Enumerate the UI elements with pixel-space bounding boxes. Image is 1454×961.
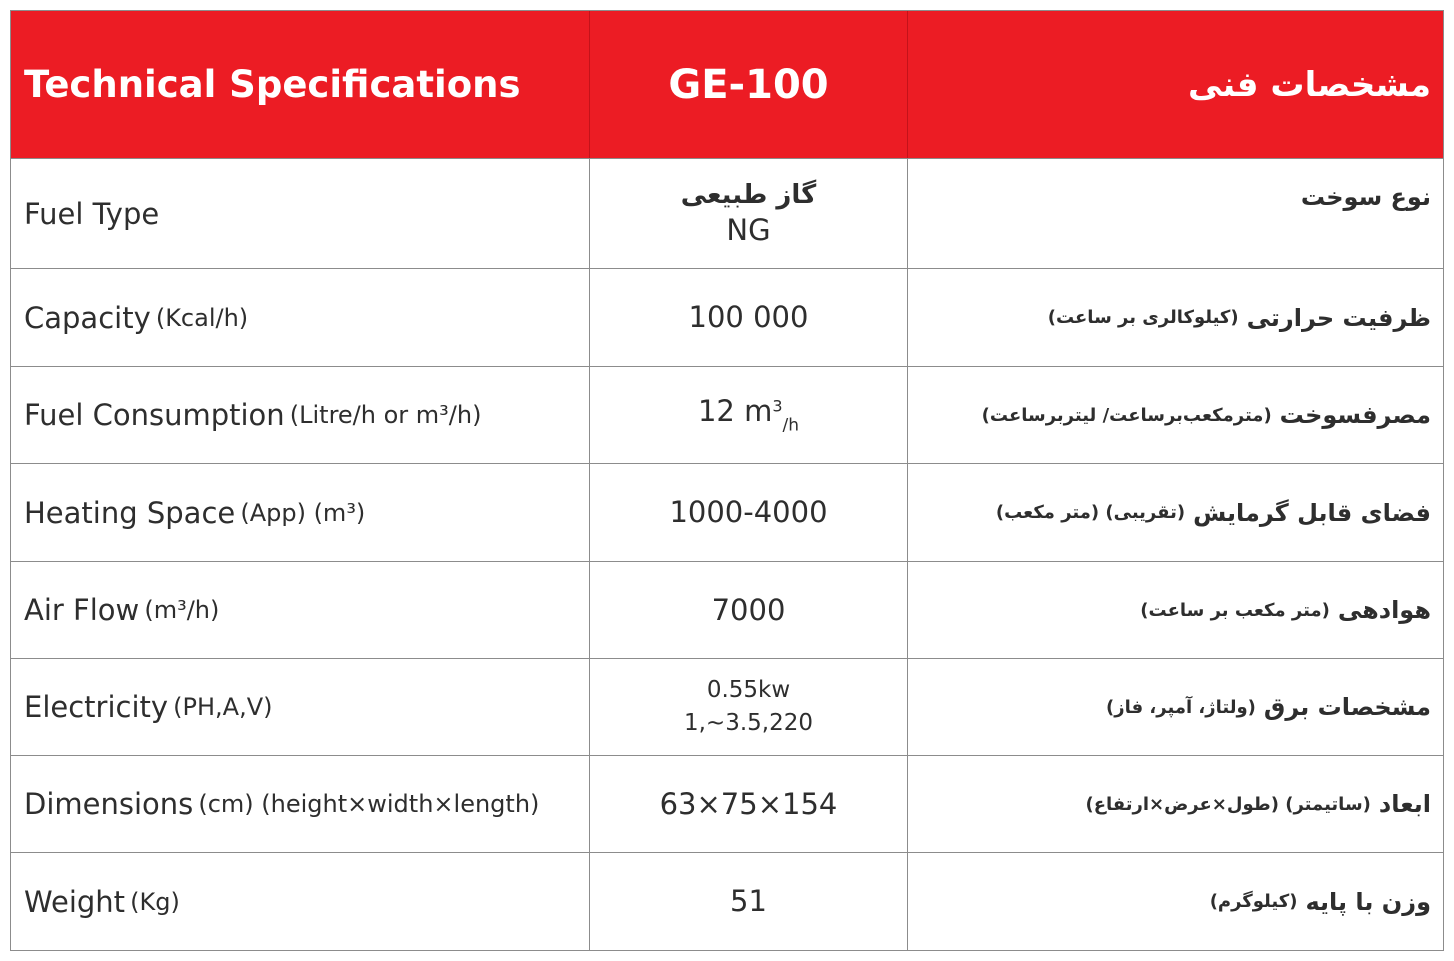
dimensions-unit: (cm) (height×width×length) <box>198 790 540 818</box>
spec-table <box>10 10 1444 951</box>
table-row-fuel-consumption <box>11 366 1443 463</box>
dimensions-label: Dimensions <box>24 787 194 821</box>
dimensions-unit-fa: (ساتیمتر) (طول×عرض×ارتفاع) <box>1085 793 1371 815</box>
air-flow-unit: (m³/h) <box>144 596 220 624</box>
electricity-label: Electricity <box>24 690 169 724</box>
header-persian-specs: مشخصات فنی <box>1188 64 1431 105</box>
fuel-consumption-value: 12 $m^3_{/h}$ <box>697 394 800 436</box>
table-row-air-flow <box>11 561 1443 658</box>
dimensions-label-fa: ابعاد <box>1378 790 1431 818</box>
header-technical-specifications: Technical Specifications <box>24 63 521 106</box>
heating-space-unit-fa: (تقریبی) (متر مکعب) <box>995 502 1186 523</box>
capacity-unit: (Kcal/h) <box>155 303 249 332</box>
fuel-consumption-unit: (Litre/h or m³/h) <box>289 401 482 429</box>
heating-space-label: Heating Space <box>24 495 236 530</box>
heating-space-label-fa: فضای قابل گرمایش <box>1193 498 1431 527</box>
heating-space-unit: (App) (m³) <box>240 498 366 527</box>
weight-label-fa: وزن با پایه <box>1305 887 1431 916</box>
weight-value: 51 <box>730 884 767 919</box>
air-flow-unit-fa: (متر مکعب بر ساعت) <box>1140 599 1330 621</box>
capacity-value: 100 000 <box>688 300 809 335</box>
table-row-capacity <box>11 268 1443 366</box>
dimensions-value: 63×75×154 <box>659 786 838 821</box>
fuel-type-label-fa: نوع سوخت <box>1300 183 1431 211</box>
fuel-type-value-en: NG <box>726 212 771 247</box>
weight-label: Weight <box>24 884 126 919</box>
weight-unit-fa: (کیلوگرم) <box>1209 891 1298 912</box>
heating-space-value: 1000-4000 <box>669 495 828 530</box>
capacity-unit-fa: (کیلوکالری بر ساعت) <box>1047 307 1239 328</box>
electricity-unit-fa: (ولتاژ، آمپر، فاز) <box>1106 696 1256 718</box>
table-row-electricity <box>11 658 1443 755</box>
header-model: GE-100 <box>589 11 908 158</box>
fuel-type-label: Fuel Type <box>24 196 160 231</box>
capacity-label-fa: ظرفیت حرارتی <box>1246 303 1431 332</box>
table-row-heating-space <box>11 463 1443 561</box>
table-header <box>11 11 1443 158</box>
table-row-dimensions <box>11 755 1443 852</box>
electricity-label-fa: مشخصات برق <box>1263 693 1431 721</box>
electricity-phase-value: 1,~3.5,220 <box>683 710 813 736</box>
air-flow-value: 7000 <box>711 592 786 627</box>
capacity-label: Capacity <box>24 300 151 335</box>
air-flow-label: Air Flow <box>24 593 140 627</box>
electricity-unit: (PH,A,V) <box>173 693 273 721</box>
air-flow-label-fa: هوادهی <box>1337 596 1431 624</box>
electricity-power-value: 0.55kw <box>706 676 791 703</box>
fuel-type-value-fa: گاز طبیعی <box>680 180 817 211</box>
fuel-consumption-label: Fuel Consumption <box>24 398 285 432</box>
weight-unit: (Kg) <box>130 887 180 916</box>
table-row-fuel-type <box>11 158 1443 268</box>
fuel-consumption-unit-fa: (مترمکعب‌برساعت/ لیتربرساعت) <box>981 404 1272 426</box>
table-row-weight <box>11 852 1443 950</box>
fuel-consumption-label-fa: مصرفسوخت <box>1279 401 1431 429</box>
